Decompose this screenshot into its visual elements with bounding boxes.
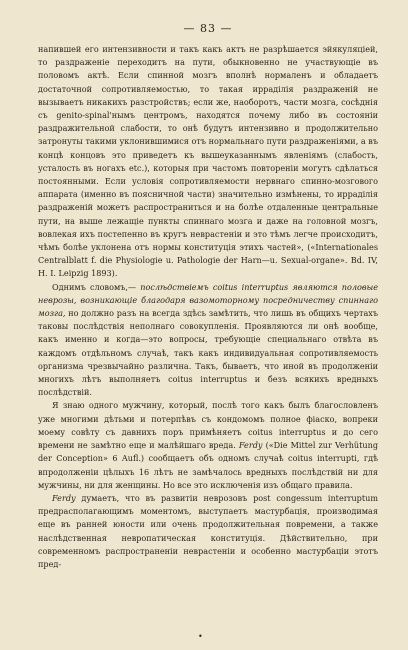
- paragraph-3-emphasis: Ferdy: [238, 440, 263, 451]
- paragraph-3: [38, 399, 378, 491]
- paragraph-1: [38, 43, 378, 281]
- paragraph-4: [38, 492, 378, 571]
- paragraph-2-text: но должно разъ на всегда здѣсь замѣтить, что лишь въ общихъ чертахъ таковы послѣдствія неполнаго совокупленія. Проявляются ли онѣ вообще, какъ именно и когда—это вопросы, требующіе специальнаго отвѣта въ каждомъ отдѣльномъ случаѣ, такъ какъ индивидуальная сопротивляемость организма чрезвычайно различна. Такъ, бываетъ, что иной въ продолженіи многихъ лѣтъ выполняетъ coitus interruptus и безъ всякихъ вредныхъ послѣдствій.: [38, 308, 378, 398]
- paragraph-2: [38, 281, 378, 400]
- paragraph-2-lead: Однимъ словомъ,—: [52, 281, 141, 292]
- paragraph-2-emphasis: послѣдствіемъ coitus interruptus являются половые неврозы, возникающіе благодаря вазомоторному посредничеству спиннаго мозга,: [38, 281, 378, 319]
- paragraph-4-emphasis: Ferdy: [52, 492, 76, 503]
- page-number: — 83 —: [183, 22, 233, 35]
- paragraph-1-text: напившей его интензивности и такъ какъ актъ не разрѣшается эйякуляціей, то раздраженіе переходитъ на пути, обыкновенно не участвующіе въ половомъ актѣ. Если спинной мозгъ вполнѣ нормаленъ и обладаетъ достаточной сопротивляемостью, то такая ирраділія раздраженій не вызываетъ никакихъ разстройствъ; если же, наоборотъ, части мозга, сосѣднія съ genito-spinal'нымъ центромъ, находятся почему либо въ состояніи раздражительной слабости, то онѣ будутъ интензивно и продолжительно затронуты такими уклонившимися отъ нормальнаго пути раздраженіями, а въ концѣ концовъ это приведетъ къ вышеуказаннымъ явленіямъ (слабость, усталость въ ногахъ etc.), которыя при частомъ повтореніи могутъ сдѣлаться постоянными. Если условія сопротивляемости нервнаго спинно-мозгового аппарата (именно въ поясничной части) значительно измѣнены, то ирраділія раздраженій можетъ распространиться и на болѣе отдаленные центральные пути, на выше лежащіе пункты спиннаго мозга и даже на головной мозгъ, вовлекая ихъ постепенно въ кругъ неврастеніи и это тѣмъ легче происходитъ, чѣмъ болѣе уклонена отъ нормы конституція этихъ частей», («Internationales Centralblatt f. die Physiologie u. Pathologie der Harn—u. Sexual-organe». Bd. IV, H. I. Leipzig 1893).: [38, 44, 378, 279]
- footer-mark: •: [198, 632, 203, 641]
- paragraph-4-text: думаетъ, что въ развитіи неврозовъ post congessum interruptum предрасполагающимъ моментомъ, выступаетъ мастурбація, производимая еще въ ранней юности или очень продолжительная повремени, а также наслѣдственная невропатическая конституція. Дѣйствительно, при современномъ распространеніи неврастеніи и особенно мастурбаціи этотъ пред-: [38, 492, 378, 569]
- paragraph-3-lead: Я знаю одного мужчину, который, послѣ того какъ былъ благословленъ уже многими дѣтьми и потерпѣвъ съ кондомомъ полное фіаско, вопреки моему совѣту съ давнихъ поръ примѣняетъ coitus interruptus и до сего времени не замѣтно еще и малѣйшаго вреда.: [38, 400, 378, 451]
- paragraph-3-text: («Die Mittel zur Verhütung der Conception» 6 Aufl.) сообщаетъ объ одномъ случаѣ coitus interrupti, гдѣ впродолженіи цѣлыхъ 16 лѣтъ не замѣчалось вредныхъ послѣдствій ни для мужчины, ни для женщины. Но все это исключенія изъ общаго правила.: [38, 440, 379, 490]
